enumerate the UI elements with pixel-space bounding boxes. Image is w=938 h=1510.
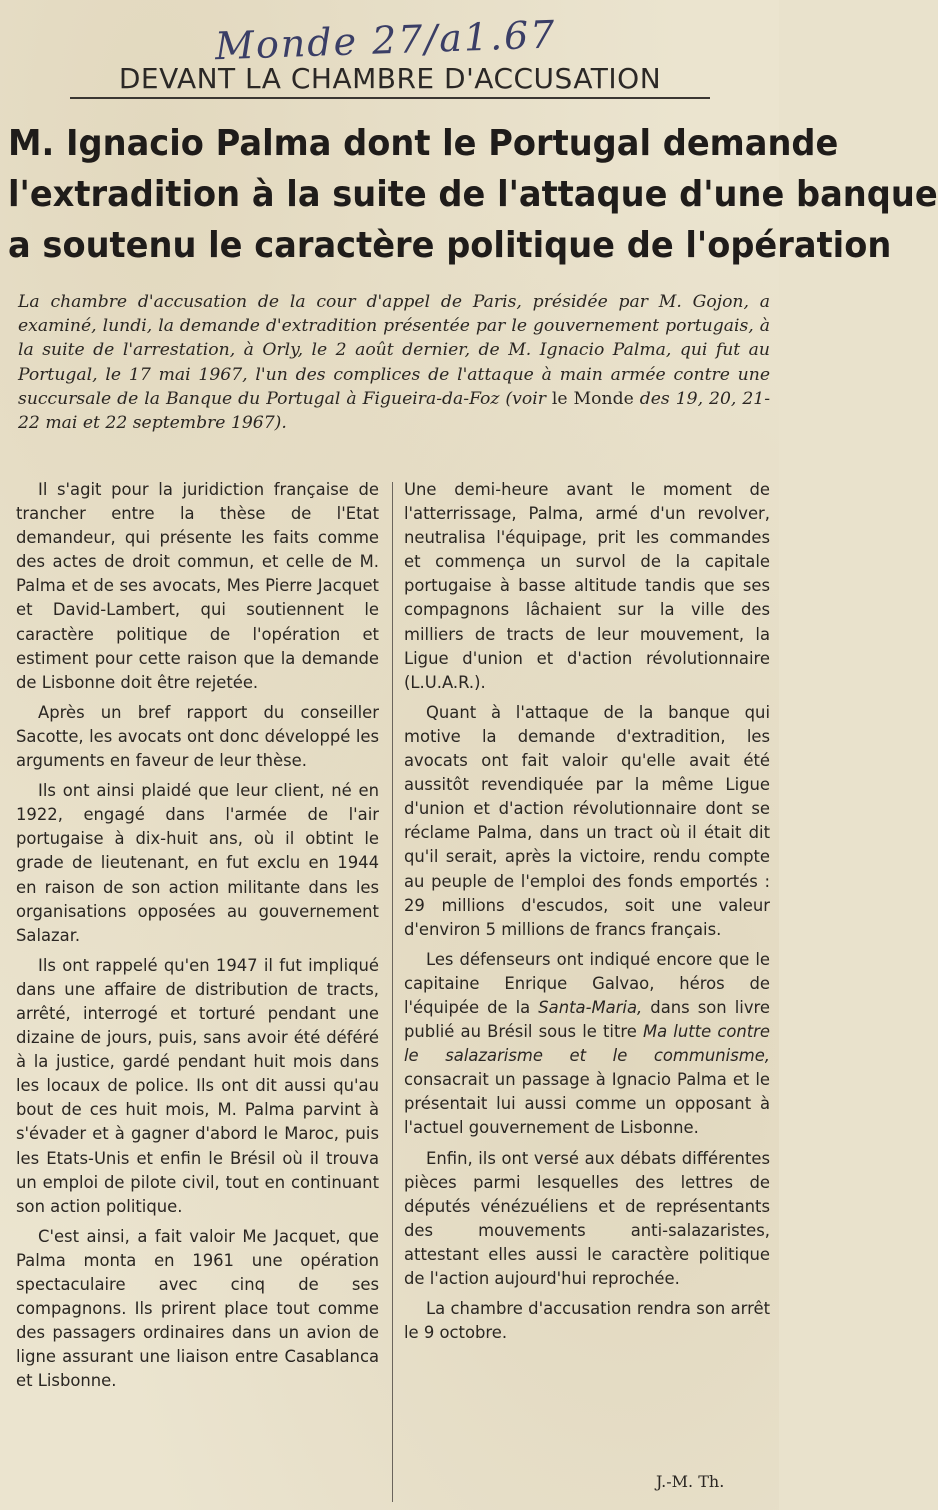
article-lead — [18, 290, 770, 435]
article-headline — [8, 118, 938, 271]
handwritten-date-note: Monde 27/a1.67 — [214, 12, 558, 69]
left-column — [16, 478, 379, 1399]
ship-name: Santa-Maria, — [538, 997, 643, 1017]
paragraph-text: consacrait un passage à Ignacio Palma et le présentait lui aussi comme un opposant à l'actuel gouvernement de Lisbonne. — [404, 1070, 770, 1138]
paragraph: Quant à l'attaque de la banque qui motive la demande d'extradition, les avocats ont fait valoir qu'elle avait été aussitôt revendiquée par la même Ligue d'union et d'action révolutionnaire dont se réclame Palma, dans un tract où il était dit qu'il serait, après la victoire, rendu compte au peuple de l'emploi des fonds emportés : 29 millions d'escudos, soit une valeur d'environ 5 millions de francs français. — [404, 702, 770, 939]
paragraph: C'est ainsi, a fait valoir Me Jacquet, que Palma monta en 1961 une opération spectaculaire avec cinq de ses compagnons. Ils prirent place tout comme des passagers ordinaires dans un avion de ligne assurant une liaison entre Casablanca et Lisbonne. — [16, 1226, 379, 1391]
paragraph-text: dans son livre publié au Brésil sous le titre — [404, 997, 770, 1042]
paragraph: La chambre d'accusation rendra son arrêt le 9 octobre. — [404, 1299, 770, 1343]
paragraph: Ils ont ainsi plaidé que leur client, né en 1922, engagé dans l'armée de l'air portugaise à dix-huit ans, où il obtint le grade de lieutenant, en fut exclu en 1944 en raison de son action militante dans les organisations opposées au gouvernement Salazar. — [16, 781, 379, 945]
paragraph: Enfin, ils ont versé aux débats différentes pièces parmi lesquelles des lettres de députés vénézuéliens et de représentants des mouvements anti-salazaristes, attestant elles aussi le caractère politique de l'action aujourd'hui reprochée. — [404, 1148, 770, 1288]
lead-tail: des 19, 20, 21-22 mai et 22 septembre 1967). — [18, 388, 771, 434]
paragraph: Il s'agit pour la juridiction française de trancher entre la thèse de l'Etat demandeur, qui présente les faits comme des actes de droit commun, et celle de M. Palma et de ses avocats, Mes Pierre Jacquet et David-Lambert, qui soutiennent le caractère politique de l'opération et estiment pour cette raison que la demande de Lisbonne doit être rejetée. — [16, 480, 379, 692]
paragraph-text: Les défenseurs ont indiqué encore que le capitaine Enrique Galvao, héros de l'équipée de la — [404, 949, 770, 1017]
headline-line-3: a soutenu le caractère politique de l'opération — [8, 225, 892, 266]
right-column — [404, 478, 770, 1351]
paragraph: Ils ont rappelé qu'en 1947 il fut impliqué dans une affaire de distribution de tracts, arrêté, interrogé et torturé pendant une dizaine de jours, puis, sans avoir été déféré à la justice, gardé pendant huit mois dans les locaux de police. Ils ont dit aussi qu'au bout de ces huit mois, M. Palma parvint à s'évader et à gagner d'abord le Maroc, puis les Etats-Unis et enfin le Brésil où il trouva un emploi de pilote civil, tout en continuant son action politique. — [16, 955, 379, 1216]
lead-reference: le Monde — [551, 388, 634, 409]
paragraph — [404, 948, 770, 1141]
author-signature: J.-M. Th. — [656, 1472, 725, 1491]
book-title: Ma lutte contre le salazarisme et le communisme, — [404, 1022, 770, 1066]
headline-line-2: l'extradition à la suite de l'attaque d'une banque — [8, 174, 938, 215]
paragraph: Après un bref rapport du conseiller Sacotte, les avocats ont donc développé les arguments en faveur de leur thèse. — [16, 702, 379, 771]
column-divider — [392, 482, 393, 1502]
lead-text: La chambre d'accusation de la cour d'appel de Paris, présidée par M. Gojon, a examiné, lundi, la demande d'extradition présentée par le gouvernement portugais, à la suite de l'arrestation, à Orly, le 2 août dernier, de M. Ignacio Palma, qui fut au Portugal, le 17 mai 1967, l'un des complices de l'attaque à main armée contre une succursale de la Banque du Portugal à Figueira-da-Foz (voir — [18, 292, 770, 409]
paragraph: Une demi-heure avant le moment de l'atterrissage, Palma, armé d'un revolver, neutralisa l'équipage, prit les commandes et commença un survol de la capitale portugaise à basse altitude tandis que ses compagnons lâchaient sur la ville des milliers de tracts de leur mouvement, la Ligue d'union et d'action révolutionnaire (L.U.A.R.). — [404, 480, 770, 692]
headline-line-1: M. Ignacio Palma dont le Portugal demande — [8, 123, 839, 164]
kicker-heading: DEVANT LA CHAMBRE D'ACCUSATION — [70, 62, 710, 99]
